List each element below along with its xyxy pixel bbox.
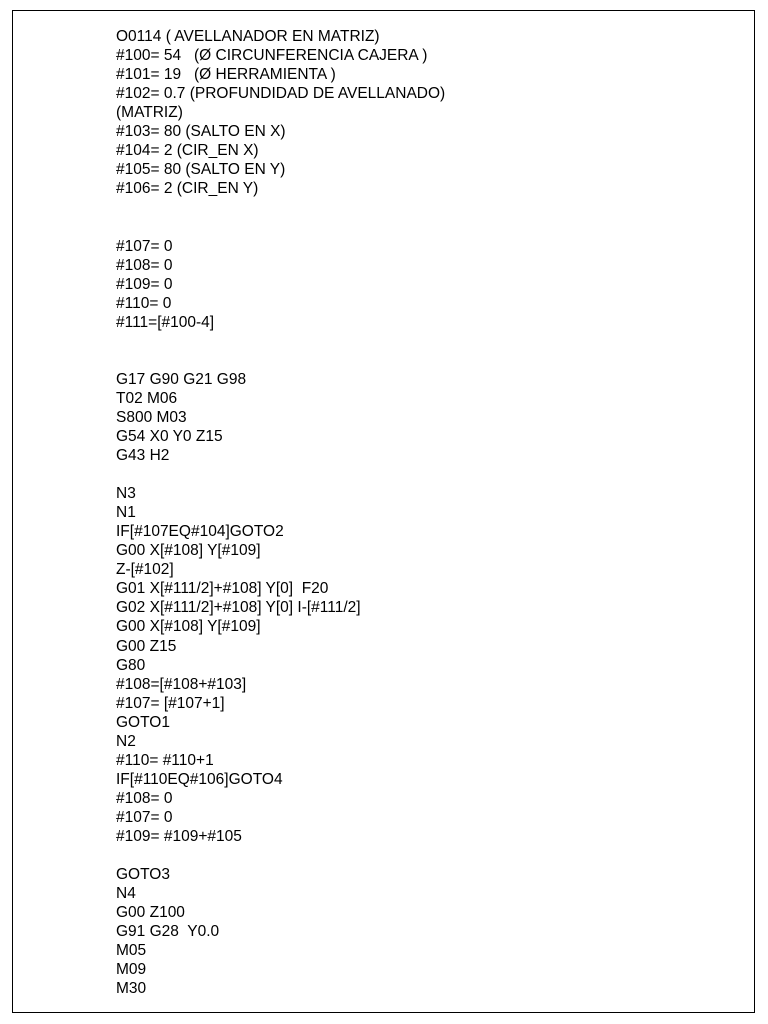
code-line: #107= [#107+1] xyxy=(116,694,225,712)
code-line: G80 xyxy=(116,656,146,674)
code-line: G54 X0 Y0 Z15 xyxy=(116,427,223,445)
cnc-program-listing xyxy=(116,27,445,998)
code-line: S800 M03 xyxy=(116,408,187,426)
code-line xyxy=(116,351,445,370)
code-line: (MATRIZ) xyxy=(116,104,183,122)
code-line: #110= #110+1 xyxy=(116,751,214,769)
code-line: #102= 0.7 (PROFUNDIDAD DE AVELLANADO) xyxy=(116,85,446,103)
code-line: N2 xyxy=(116,732,136,750)
code-line: #105= 80 (SALTO EN Y) xyxy=(116,161,286,179)
code-line: G02 X[#111/2]+#108] Y[0] I-[#111/2] xyxy=(116,599,361,617)
code-line: G00 Z100 xyxy=(116,904,185,922)
code-line xyxy=(116,846,445,865)
code-line: #109= #109+#105 xyxy=(116,827,242,845)
code-line xyxy=(116,198,445,217)
code-line: IF[#110EQ#106]GOTO4 xyxy=(116,770,283,788)
code-line: N1 xyxy=(116,504,136,522)
code-line: G00 X[#108] Y[#109] xyxy=(116,542,261,560)
code-line: T02 M06 xyxy=(116,389,178,407)
code-line: G00 X[#108] Y[#109] xyxy=(116,618,261,636)
code-line: G01 X[#111/2]+#108] Y[0] F20 xyxy=(116,580,329,598)
code-line: #106= 2 (CIR_EN Y) xyxy=(116,180,259,198)
code-line: #103= 80 (SALTO EN X) xyxy=(116,123,286,141)
code-line: M30 xyxy=(116,980,147,998)
code-line: #100= 54 (Ø CIRCUNFERENCIA CAJERA ) xyxy=(116,47,428,65)
code-line: #107= 0 xyxy=(116,808,173,826)
code-line: IF[#107EQ#104]GOTO2 xyxy=(116,523,284,541)
code-line: #110= 0 xyxy=(116,294,172,312)
code-line: #107= 0 xyxy=(116,237,173,255)
code-line: N3 xyxy=(116,485,136,503)
code-line: Z-[#102] xyxy=(116,561,174,579)
code-line xyxy=(116,217,445,236)
code-line: GOTO3 xyxy=(116,866,170,884)
code-line: G00 Z15 xyxy=(116,637,177,655)
code-line: #111=[#100-4] xyxy=(116,313,215,331)
code-line: #109= 0 xyxy=(116,275,173,293)
code-line: G17 G90 G21 G98 xyxy=(116,370,247,388)
code-line: #104= 2 (CIR_EN X) xyxy=(116,142,259,160)
code-line: #108= 0 xyxy=(116,789,173,807)
code-line: G91 G28 Y0.0 xyxy=(116,923,220,941)
code-line xyxy=(116,465,445,484)
code-line: #101= 19 (Ø HERRAMIENTA ) xyxy=(116,66,336,84)
code-line xyxy=(116,332,445,351)
code-line: G43 H2 xyxy=(116,447,170,465)
code-line: GOTO1 xyxy=(116,713,170,731)
code-line: M05 xyxy=(116,942,147,960)
code-line: M09 xyxy=(116,961,147,979)
code-line: #108=[#108+#103] xyxy=(116,675,247,693)
code-line: #108= 0 xyxy=(116,256,173,274)
code-line: O0114 ( AVELLANADOR EN MATRIZ) xyxy=(116,28,380,45)
code-line: N4 xyxy=(116,885,136,903)
